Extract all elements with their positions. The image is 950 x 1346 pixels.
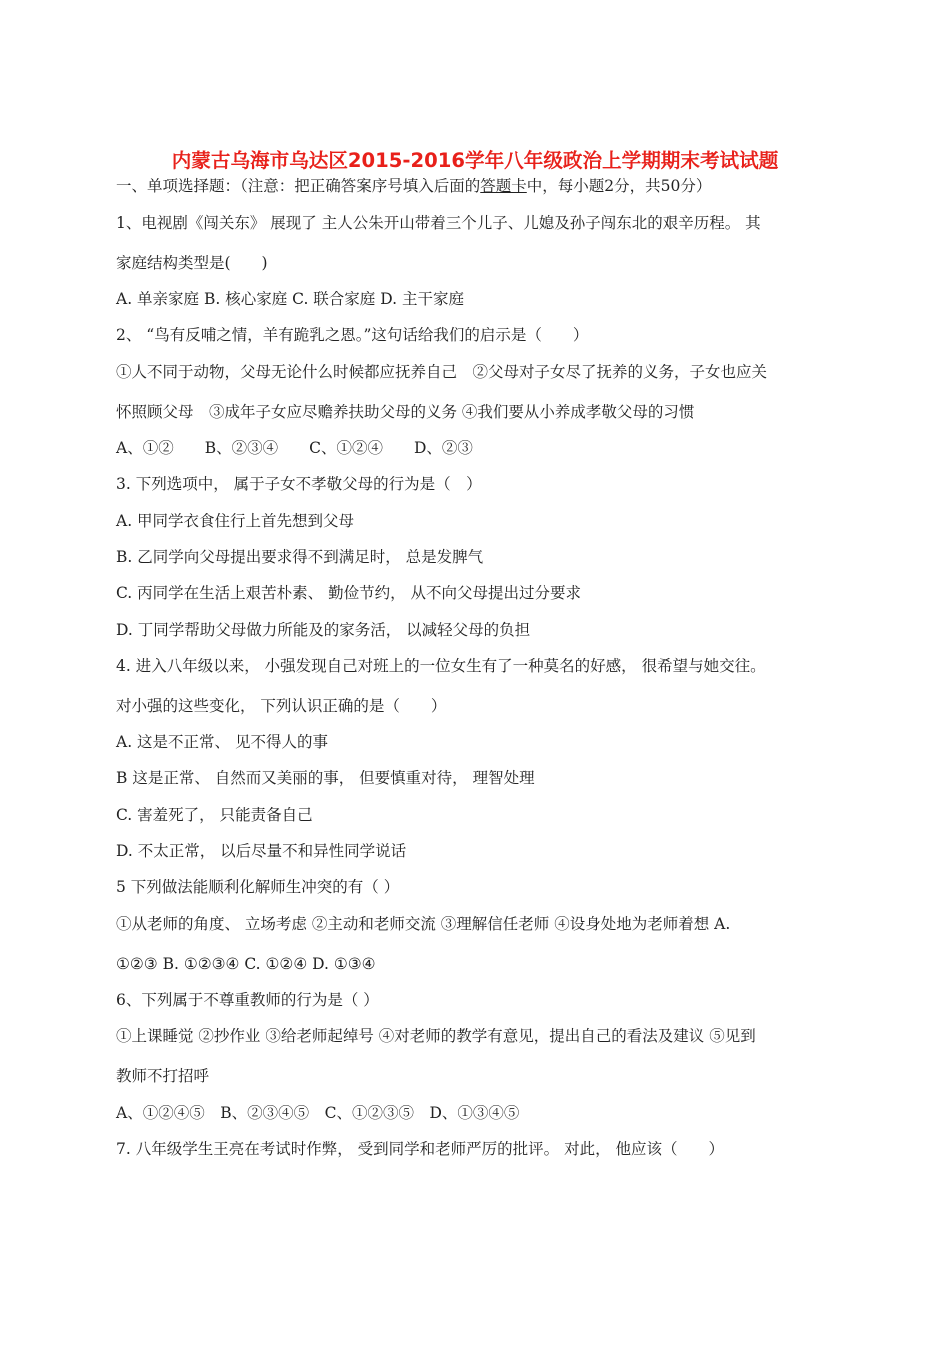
question-6-line-1: ①上课睡觉 ②抄作业 ③给老师起绰号 ④对老师的教学有意见，提出自己的看法及建议 ⑤见到 [116, 1027, 756, 1045]
section-heading-prefix: 一、单项选择题：（注意：把正确答案序号填入后面的 [116, 177, 481, 195]
question-7-stem: 7. 八年级学生王亮在考试时作弊， 受到同学和老师严厉的批评。 对此， 他应该（ ） [116, 1140, 724, 1158]
question-2-line-2: 怀照顾父母 ③成年子女应尽赡养扶助父母的义务 ④我们要从小养成孝敬父母的习惯 [116, 403, 695, 421]
question-3-option-d: D. 丁同学帮助父母做力所能及的家务活， 以减轻父母的负担 [116, 621, 531, 639]
question-2-stem: 2、 “鸟有反哺之情，羊有跪乳之恩。”这句话给我们的启示是（ ） [116, 326, 589, 344]
question-6-options: A、①②④⑤ B、②③④⑤ C、①②③⑤ D、①③④⑤ [116, 1104, 520, 1122]
question-1-line-2: 家庭结构类型是( ) [116, 254, 268, 272]
question-2-options: A、①② B、②③④ C、①②④ D、②③ [116, 439, 473, 457]
question-5-stem: 5 下列做法能顺利化解师生冲突的有（ ） [116, 878, 400, 896]
question-3-option-c: C. 丙同学在生活上艰苦朴素、 勤俭节约， 从不向父母提出过分要求 [116, 584, 582, 602]
section-heading [116, 176, 711, 196]
question-1-line-1: 1、电视剧《闯关东》 展现了 主人公朱开山带着三个儿子、儿媳及孙子闯东北的艰辛历程。 其 [116, 214, 761, 232]
question-4-option-c: C. 害羞死了， 只能责备自己 [116, 806, 313, 824]
answer-sheet-underlined: 答题卡 [480, 177, 527, 195]
question-4-line-2: 对小强的这些变化， 下列认识正确的是（ ） [116, 697, 447, 715]
question-4-option-b: B 这是正常、 自然而又美丽的事， 但要慎重对待， 理智处理 [116, 769, 535, 787]
question-5-line-1: ①从老师的角度、 立场考虑 ②主动和老师交流 ③理解信任老师 ④设身处地为老师着想 A. [116, 915, 731, 933]
question-2-line-1: ①人不同于动物，父母无论什么时候都应抚养自己 ②父母对子女尽了抚养的义务，子女也应关 [116, 363, 768, 381]
question-1-options: A. 单亲家庭 B. 核心家庭 C. 联合家庭 D. 主干家庭 [116, 290, 464, 308]
question-6-line-2: 教师不打招呼 [116, 1067, 210, 1085]
section-heading-suffix: 中，每小题2分，共50分） [526, 177, 712, 195]
question-6-stem: 6、下列属于不尊重教师的行为是（ ） [116, 991, 379, 1009]
question-5-line-2: ①②③ B. ①②③④ C. ①②④ D. ①③④ [116, 955, 376, 973]
exam-title: 内蒙古乌海市乌达区2015-2016学年八年级政治上学期期末考试试题 [171, 149, 779, 172]
question-4-option-a: A. 这是不正常、 见不得人的事 [116, 733, 328, 751]
question-4-line-1: 4. 进入八年级以来， 小强发现自己对班上的一位女生有了一种莫名的好感， 很希望与她交往。 [116, 657, 766, 675]
question-3-stem: 3. 下列选项中， 属于子女不孝敬父母的行为是（ ） [116, 475, 482, 493]
question-4-option-d: D. 不太正常， 以后尽量不和异性同学说话 [116, 842, 407, 860]
question-3-option-a: A. 甲同学衣食住行上首先想到父母 [116, 512, 355, 530]
question-3-option-b: B. 乙同学向父母提出要求得不到满足时， 总是发脾气 [116, 548, 484, 566]
